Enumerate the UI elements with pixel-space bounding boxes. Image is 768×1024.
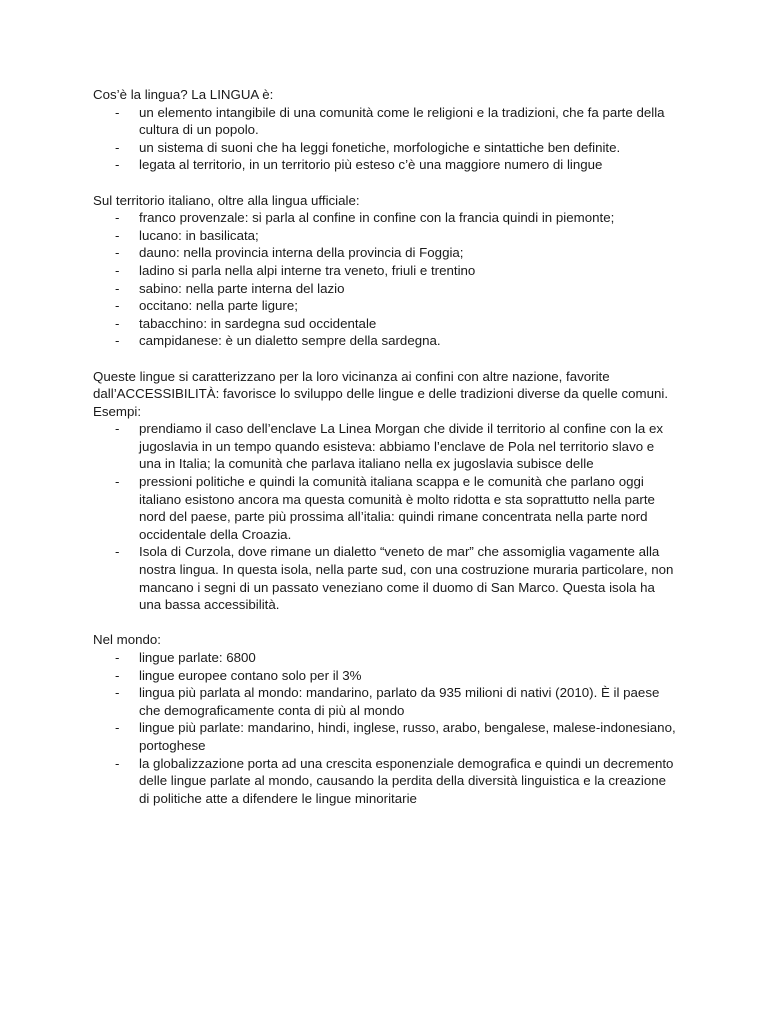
- list-item-text: occitano: nella parte ligure;: [139, 298, 298, 314]
- section-intro: Cos’è la lingua? La LINGUA è:: [93, 87, 274, 102]
- list-item: [93, 280, 678, 298]
- list-item: [93, 473, 678, 543]
- dash-bullet: -: [115, 333, 120, 349]
- list-item-text: campidanese: è un dialetto sempre della sardegna.: [139, 333, 441, 349]
- bullet-list: [93, 209, 678, 350]
- list-item-text: tabacchino: in sardegna sud occidentale: [139, 315, 377, 331]
- list-item: [93, 262, 678, 280]
- list-item: [93, 315, 678, 333]
- dash-bullet: -: [115, 245, 120, 261]
- list-item: [93, 104, 678, 139]
- list-item-text: sabino: nella parte interna del lazio: [139, 280, 345, 296]
- list-item-text: un elemento intangibile di una comunità come le religioni e la tradizioni, che fa parte della cultura di un popolo.: [139, 104, 665, 138]
- list-item-text: lingue parlate: 6800: [139, 650, 256, 665]
- dash-bullet: -: [115, 227, 120, 243]
- list-item-text: Isola di Curzola, dove rimane un dialetto “veneto de mar” che assomiglia vagamente alla nostra lingua. In questa isola, nella parte sud, con una costruzione muraria particolare, non mancano i segni di un passato veneziano come il duomo di San Marco. Questa isola ha una bassa accessibilità.: [139, 544, 674, 613]
- dash-bullet: -: [115, 667, 120, 683]
- list-item: [93, 543, 678, 613]
- section-intro: Sul territorio italiano, oltre alla lingua ufficiale:: [93, 192, 360, 208]
- section-world: [93, 631, 678, 807]
- dash-bullet: -: [115, 755, 120, 771]
- list-item-text: lingua più parlata al mondo: mandarino, parlato da 935 milioni di nativi (2010). È il paese che demograficamente conta di più al mondo: [139, 685, 660, 718]
- dash-bullet: -: [115, 474, 120, 490]
- section-intro: Queste lingue si caratterizzano per la loro vicinanza ai confini con altre nazione, favorite dall’ACCESSIBILITÀ: favorisce lo sviluppo delle lingue e delle tradizioni diverse da quelle comuni. Esempi:: [93, 368, 669, 419]
- dash-bullet: -: [115, 157, 120, 173]
- document-body: [93, 86, 678, 825]
- list-item-text: un sistema di suoni che ha leggi fonetiche, morfologiche e sintattiche ben definite.: [139, 139, 621, 155]
- list-item: [93, 667, 678, 685]
- dash-bullet: -: [115, 650, 120, 665]
- section-italian-territory: [93, 192, 678, 350]
- list-item: [93, 244, 678, 262]
- list-item: [93, 227, 678, 245]
- dash-bullet: -: [115, 104, 120, 120]
- section-definition: [93, 86, 678, 174]
- dash-bullet: -: [115, 298, 120, 314]
- dash-bullet: -: [115, 139, 120, 155]
- list-item-text: lucano: in basilicata;: [139, 227, 259, 243]
- dash-bullet: -: [115, 421, 120, 437]
- list-item: [93, 156, 678, 174]
- bullet-list: [93, 420, 678, 614]
- list-item: [93, 684, 678, 719]
- list-item: [93, 420, 678, 473]
- list-item-text: ladino si parla nella alpi interne tra veneto, friuli e trentino: [139, 262, 476, 278]
- bullet-list: [93, 649, 678, 807]
- list-item-text: lingue più parlate: mandarino, hindi, inglese, russo, arabo, bengalese, malese-indonesiano, portoghese: [139, 720, 676, 753]
- dash-bullet: -: [115, 280, 120, 296]
- list-item: [93, 332, 678, 350]
- list-item-text: franco provenzale: si parla al confine in confine con la francia quindi in piemonte;: [139, 210, 615, 226]
- section-accessibility: [93, 368, 678, 614]
- list-item: [93, 297, 678, 315]
- list-item-text: legata al territorio, in un territorio più esteso c’è una maggiore numero di lingue: [139, 157, 603, 173]
- list-item: [93, 649, 678, 667]
- dash-bullet: -: [115, 685, 120, 701]
- list-item-text: pressioni politiche e quindi la comunità italiana scappa e le comunità che parlano oggi italiano esistono ancora ma questa comunità è molto ridotta e sta soprattutto nella parte nord del paese, parte più prossima all’italia: quindi rimane concentrata nella parte nord occidentale della Croazia.: [139, 474, 655, 542]
- bullet-list: [93, 104, 678, 174]
- dash-bullet: -: [115, 262, 120, 278]
- list-item-text: dauno: nella provincia interna della provincia di Foggia;: [139, 245, 464, 261]
- list-item-text: la globalizzazione porta ad una crescita esponenziale demografica e quindi un decremento delle lingue parlate al mondo, causando la perdita della diversità linguistica e la creazione di politiche atte a difendere le lingue minoritarie: [139, 755, 674, 806]
- section-intro: Nel mondo:: [93, 632, 161, 648]
- dash-bullet: -: [115, 544, 120, 560]
- list-item-text: lingue europee contano solo per il 3%: [139, 667, 362, 683]
- dash-bullet: -: [115, 210, 120, 226]
- dash-bullet: -: [115, 720, 120, 736]
- list-item: [93, 755, 678, 808]
- dash-bullet: -: [115, 315, 120, 331]
- list-item: [93, 209, 678, 227]
- list-item: [93, 719, 678, 754]
- list-item: [93, 139, 678, 157]
- list-item-text: prendiamo il caso dell’enclave La Linea Morgan che divide il territorio al confine con la ex jugoslavia in un tempo quando esisteva: abbiamo l’enclave de Pola nel territorio slavo e una in Italia; la comunità che parlava italiano nella ex jugoslavia subisce delle: [139, 421, 664, 472]
